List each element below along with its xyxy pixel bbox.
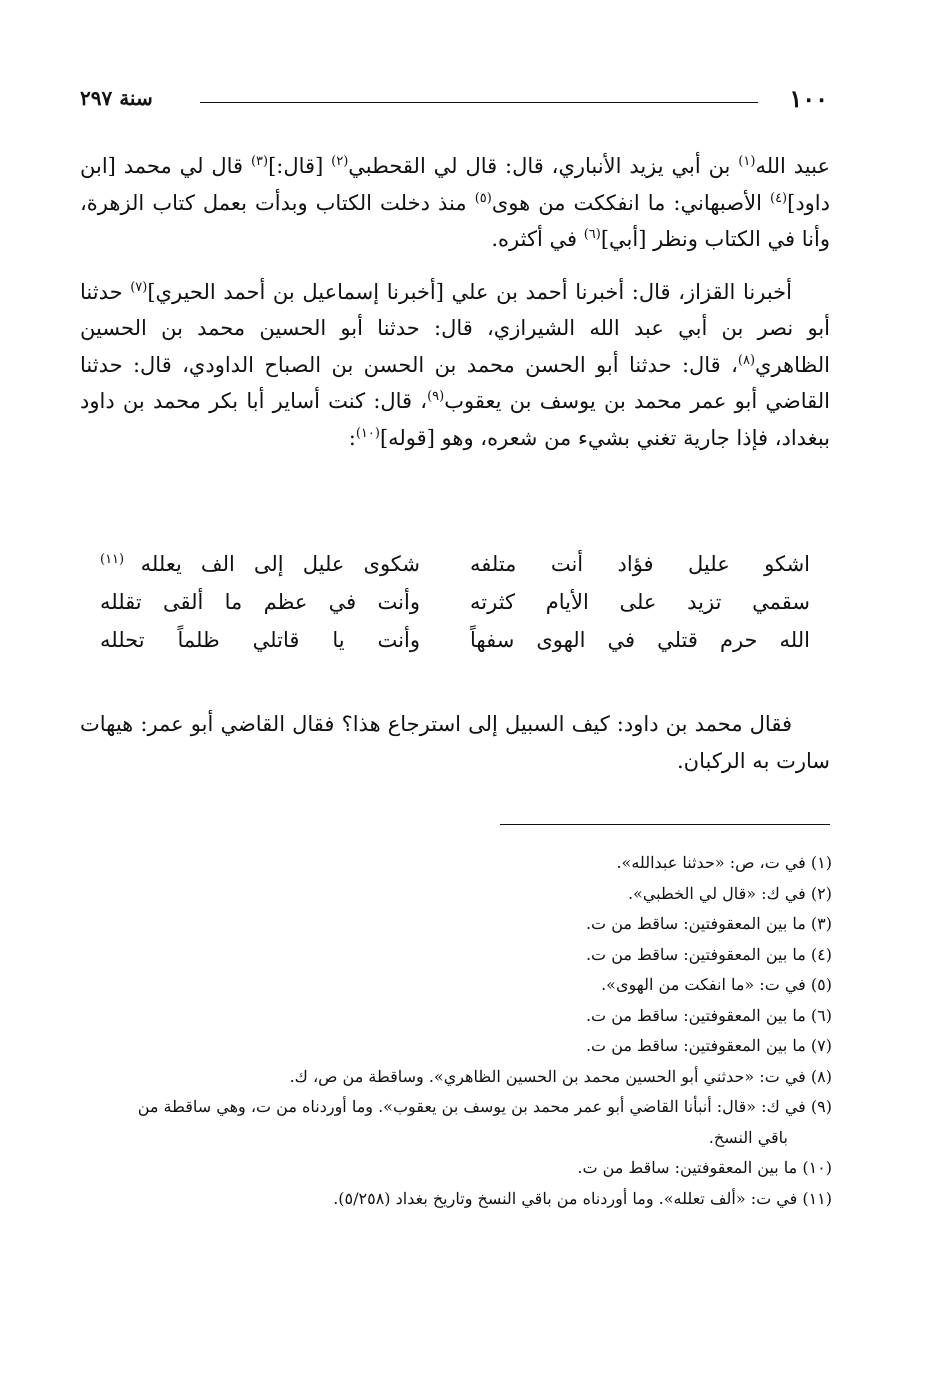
verse-second-hemistich: وأنت في عظم ما ألقى تقلله bbox=[100, 590, 420, 614]
footnote-ref: (١٠) bbox=[355, 425, 380, 441]
page-header bbox=[80, 80, 828, 120]
text-run: : bbox=[348, 425, 356, 450]
hemistich-text: شكوى عليل إلى الف يعلله bbox=[140, 552, 420, 576]
footnote: (٢) في ك: «قال لي الخطبي». bbox=[627, 883, 832, 903]
text-run: ، قال: كنت أساير أبا بكر محمد بن داود ببغداد، فإذا جارية تغني بشيء من شعره، وهو [قوله] bbox=[80, 389, 830, 450]
text-run: أخبرنا القزاز، قال: أخبرنا أحمد بن علي [أخبرنا إسماعيل بن أحمد الحيري] bbox=[147, 279, 792, 304]
footnote-ref: (٦) bbox=[583, 227, 601, 242]
verse-first-hemistich: سقمي تزيد على الأيام كثرته bbox=[470, 590, 810, 614]
text-run: في أكثره. bbox=[491, 227, 584, 251]
footnote: (٩) في ك: «قال: أنبأنا القاضي أبو عمر محمد بن يوسف بن يعقوب». وما أوردناه من ت، وهي ساقطة من bbox=[137, 1097, 832, 1116]
footnote-ref: (٩) bbox=[427, 389, 445, 404]
text-run: ، قال: حدثنا أبو الحسن محمد بن الحسن بن الصباح الداودي، قال: حدثنا القاضي أبو عمر محمد بن يوسف بن يعقوب bbox=[80, 352, 831, 413]
footnote: (٨) في ت: «حدثني أبو الحسين محمد بن الحسين الظاهري». وساقطة من ص، ك. bbox=[289, 1066, 832, 1086]
text-run: الأصبهاني: ما انفككت من هوى bbox=[491, 190, 770, 215]
footnote-ref: (١) bbox=[738, 154, 756, 169]
paragraph-1 bbox=[80, 148, 830, 258]
verse-second-hemistich: وأنت يا قاتلي ظلماً تحلله bbox=[100, 628, 420, 652]
paragraph-2 bbox=[80, 274, 830, 457]
footnote-continuation bbox=[80, 1123, 832, 1154]
paragraph-3: فقال محمد بن داود: كيف السبيل إلى استرجاع هذا؟ فقال القاضي أبو عمر: هيهات سارت به الركبان. bbox=[80, 712, 830, 773]
header-rule bbox=[200, 102, 758, 103]
footnote: (٣) ما بين المعقوفتين: ساقط من ت. bbox=[585, 914, 832, 933]
footnote-ref: (١١) bbox=[100, 552, 141, 567]
footnote-continuation-text: باقي النسخ. bbox=[708, 1127, 788, 1147]
footnote: (٧) ما بين المعقوفتين: ساقط من ت. bbox=[585, 1036, 832, 1055]
footnote: (١) في ت، ص: «حدثنا عبدالله». bbox=[616, 853, 832, 872]
verse-second-hemistich bbox=[100, 552, 420, 576]
text-run: حدثنا أبو نصر بن أبي عبد الله الشيرازي، قال: حدثنا أبو الحسين محمد بن الحسين الظاهري bbox=[80, 279, 830, 377]
footnote-separator bbox=[500, 824, 830, 825]
footnote: (١١) في ت: «ألف تعلله». وما أوردناه من باقي النسخ وتاريخ بغداد (٥/٢٥٨). bbox=[333, 1188, 832, 1208]
text-run: قال لي محمد [ابن داود] bbox=[80, 154, 830, 215]
main-text bbox=[80, 148, 830, 472]
verse-first-hemistich: الله حرم قتلي في الهوى سفهاً bbox=[470, 628, 810, 652]
main-text-continued bbox=[80, 706, 830, 795]
footnotes bbox=[80, 848, 832, 1214]
footnote: (٦) ما بين المعقوفتين: ساقط من ت. bbox=[585, 1005, 832, 1025]
footnote-ref: (٤) bbox=[769, 190, 788, 206]
text-run: عبيد الله bbox=[755, 154, 830, 178]
footnote: (٥) في ت: «ما انفكت من الهوى». bbox=[601, 975, 832, 994]
footnote-ref: (٧) bbox=[130, 279, 148, 295]
footnote: (٤) ما بين المعقوفتين: ساقط من ت. bbox=[585, 944, 832, 964]
running-head-year: سنة ٢٩٧ bbox=[80, 86, 153, 110]
footnote-ref: (٣) bbox=[250, 154, 269, 169]
text-run: [قال:] bbox=[268, 154, 332, 178]
footnote: (١٠) ما بين المعقوفتين: ساقط من ت. bbox=[577, 1158, 832, 1177]
poem bbox=[100, 552, 810, 666]
footnote-ref: (٨) bbox=[737, 352, 756, 368]
page-number: ١٠٠ bbox=[789, 84, 828, 113]
verse-first-hemistich: اشكو عليل فؤاد أنت متلفه bbox=[470, 552, 810, 576]
text-run: بن أبي يزيد الأنباري، قال: قال لي القحطبي bbox=[348, 154, 739, 178]
poem-verse bbox=[100, 552, 810, 590]
text-run: منذ دخلت الكتاب وبدأت بعمل كتاب الزهرة، وأنا في الكتاب ونظر [أبي] bbox=[80, 190, 830, 251]
footnote-ref: (٢) bbox=[331, 154, 349, 169]
footnote-ref: (٥) bbox=[474, 190, 492, 206]
poem-verse bbox=[100, 628, 810, 666]
poem-verse bbox=[100, 590, 810, 628]
